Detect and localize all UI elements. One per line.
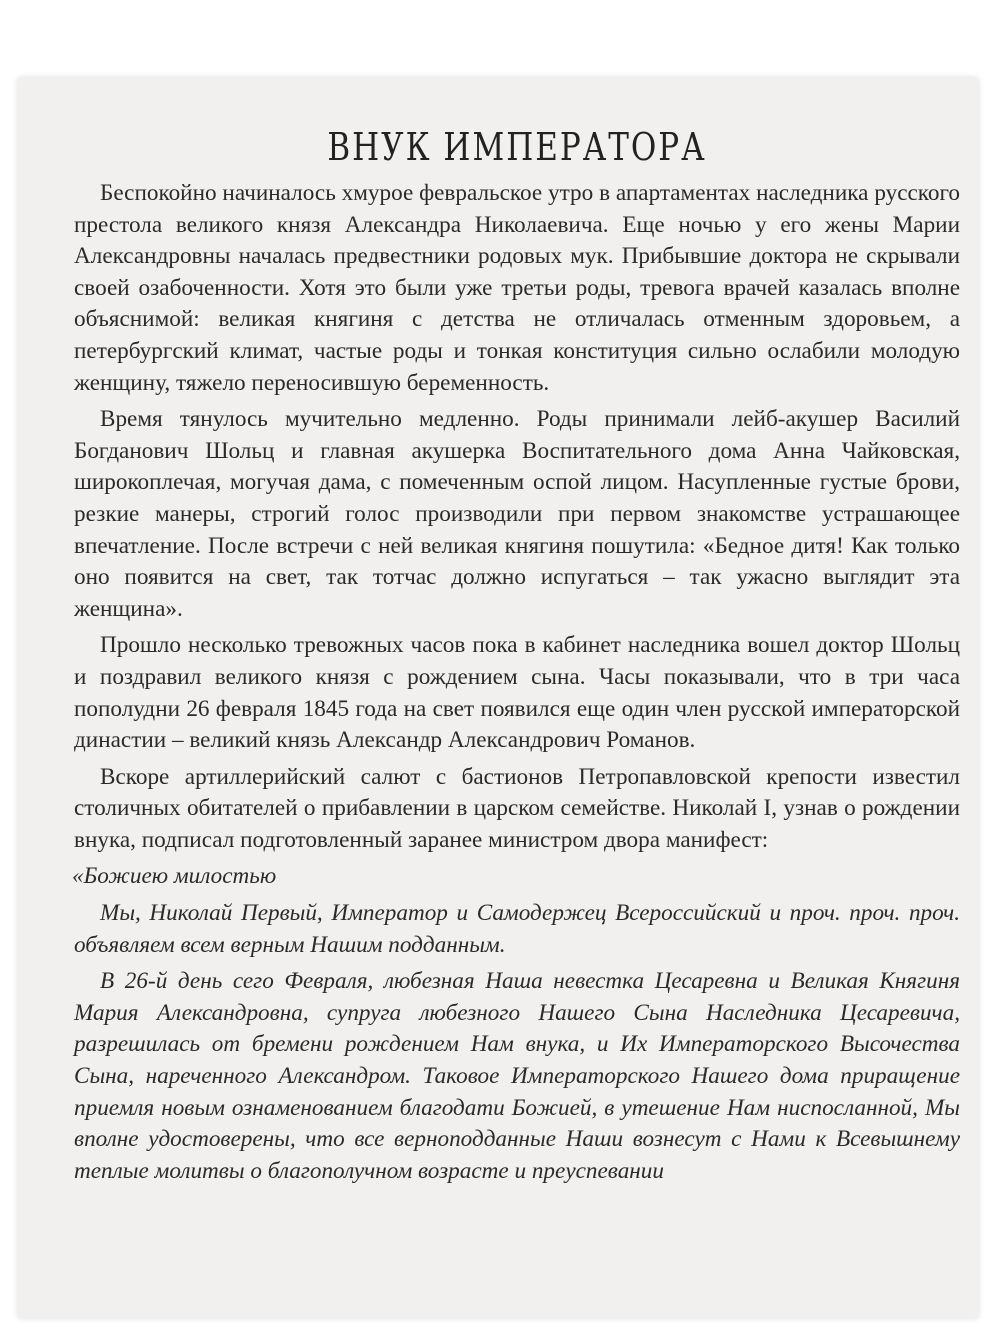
book-page	[18, 78, 978, 1318]
manifesto-paragraph: Мы, Николай Первый, Император и Самодержец Всероссийский и проч. проч. проч. объявляем всем верным Нашим подданным.	[74, 900, 960, 958]
paragraph: Вскоре артиллерийский салют с бастионов Петропавловской крепости известил столичных обитателей о прибавлении в царском семействе. Николай I, узнав о рождении внука, подписал подготовленный заранее министром двора манифест:	[74, 763, 960, 853]
body-text	[74, 178, 960, 1187]
manifesto-opening: «Божиею милостью	[72, 863, 277, 890]
chapter-title: ВНУК ИМПЕРАТОРА	[327, 125, 707, 170]
manifesto-paragraph: В 26-й день сего Февраля, любезная Наша невестка Цесаревна и Великая Княгиня Мария Александровна, супруга любезного Нашего Сына Наследника Цесаревича, разрешилась от бремени рождением Нам внука, и Их Императорского Высочества Сына, нареченного Александром. Таковое Императорского Нашего дома приращение приемля новым ознаменованием благодати Божией, в утешение Нам ниспосланной, Мы вполне удостоверены, что все верноподданные Наши вознесут с Нами к Всевышнему теплые молитвы о благополучном возрасте и преуспевании	[74, 968, 960, 1184]
paragraph: Беспокойно начиналось хмурое февральское утро в апартаментах наследника русского престола великого князя Александра Николаевича. Еще ночью у его жены Марии Александровны началась предвестники родовых мук. Прибывшие доктора не скрывали своей озабоченности. Хотя это были уже третьи роды, тревога врачей казалась вполне объяснимой: великая княгиня с детства не отличалась отменным здоровьем, а петербургский климат, частые роды и тонкая конституция сильно ослабили молодую женщину, тяжело переносившую беременность.	[74, 180, 960, 396]
paragraph: Время тянулось мучительно медленно. Роды принимали лейб-акушер Василий Богданович Шольц и главная акушерка Воспитательного дома Анна Чайковская, широкоплечая, могучая дама, с помеченным оспой лицом. Насупленные густые брови, резкие манеры, строгий голос производили при первом знакомстве устрашающее впечатление. После встречи с ней великая княгиня пошутила: «Бедное дитя! Как только оно появится на свет, так тотчас должно испугаться – так ужасно выглядит эта женщина».	[74, 406, 960, 622]
paragraph: Прошло несколько тревожных часов пока в кабинет наследника вошел доктор Шольц и поздравил великого князя с рождением сына. Часы показывали, что в три часа пополудни 26 февраля 1845 года на свет появился еще один член русской императорской династии – великий князь Александр Александрович Романов.	[74, 632, 960, 754]
page-content	[74, 120, 960, 1192]
